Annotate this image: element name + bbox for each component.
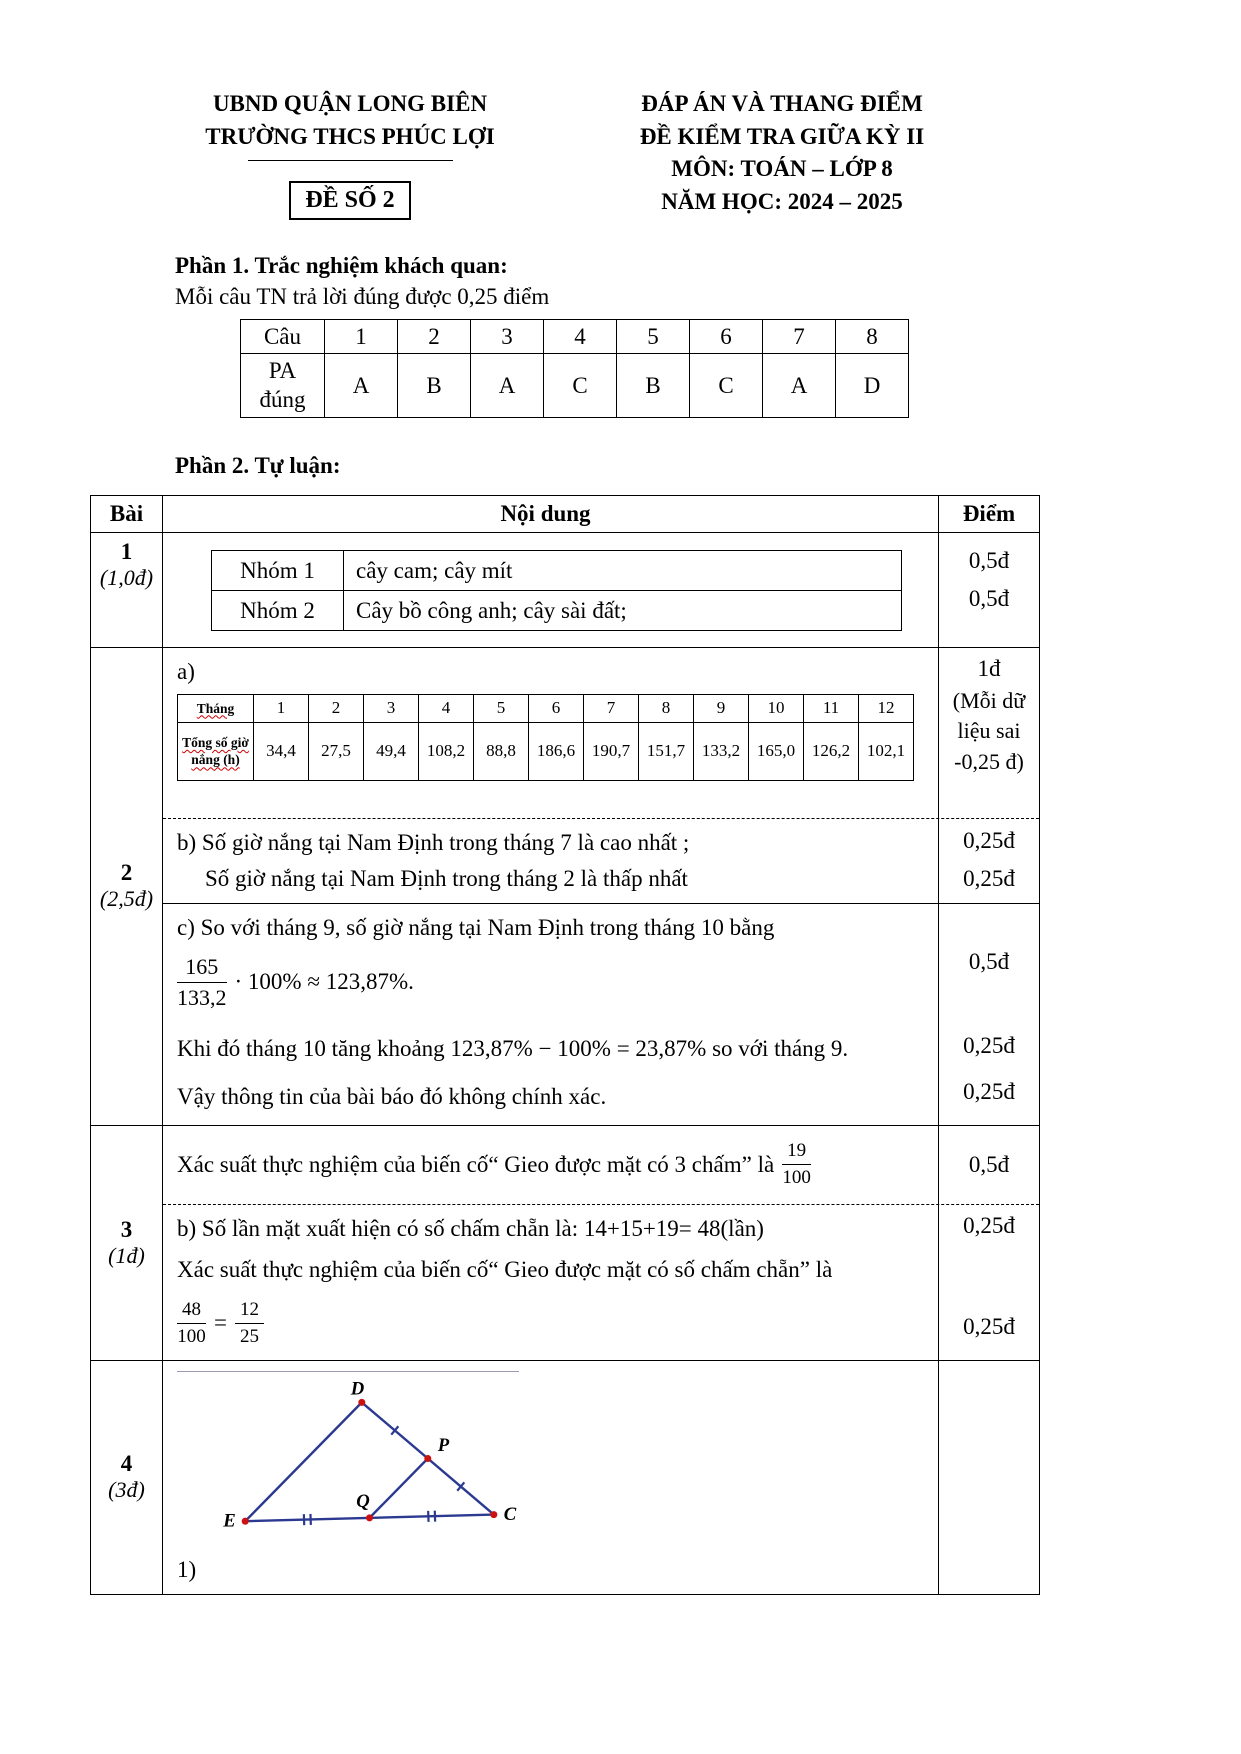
hours-9: 133,2 — [694, 722, 749, 780]
group1-label: Nhóm 1 — [212, 551, 344, 591]
row3a-diem-value: 0,5đ — [968, 1151, 1010, 1177]
rubric-table — [90, 495, 1040, 1594]
months-header-row — [178, 694, 914, 722]
header-right-block — [582, 88, 982, 220]
month-7: 7 — [584, 694, 639, 722]
months-row-label-text: Tháng — [196, 700, 235, 716]
rubric-row-3 — [91, 1125, 1039, 1361]
row3-bai-cell — [91, 1126, 163, 1361]
fraction-denominator: 133,2 — [177, 984, 227, 1010]
hours-12: 102,1 — [859, 722, 914, 780]
row2c-line2: Khi đó tháng 10 tăng khoảng 123,87% − 100% = 23,87% so với tháng 9. — [177, 1036, 849, 1062]
row3b2-diem — [939, 1252, 1039, 1294]
hours-7: 190,7 — [584, 722, 639, 780]
rubric-row-1 — [91, 532, 1039, 647]
hours-3: 49,4 — [364, 722, 419, 780]
exam-name: ĐỀ KIỂM TRA GIỮA KỲ II — [639, 123, 925, 149]
plant-groups-table — [211, 550, 902, 631]
mc-answer-2: B — [398, 354, 471, 418]
row2c1-noidung — [163, 904, 939, 1022]
row1-content — [163, 533, 1039, 647]
month-6: 6 — [529, 694, 584, 722]
month-9: 9 — [694, 694, 749, 722]
row2c2-diem — [939, 1021, 1039, 1073]
exam-code-wrap — [150, 161, 550, 220]
label-D: D — [350, 1379, 365, 1401]
row2b-subrow — [163, 818, 1039, 902]
hours-value-row — [178, 722, 914, 780]
document-header — [0, 88, 1241, 220]
org-line1: UBND QUẬN LONG BIÊN — [212, 91, 488, 116]
part2-heading: Phần 2. Tự luận: — [175, 453, 341, 479]
row1-bai-number: 1 — [120, 539, 133, 565]
mc-question-4: 4 — [544, 320, 617, 354]
mc-answer-3: A — [471, 354, 544, 418]
mc-answer-5: B — [617, 354, 690, 418]
segment-ED — [245, 1403, 362, 1522]
mc-question-3: 3 — [471, 320, 544, 354]
part1-note: Mỗi câu TN trả lời đúng được 0,25 điểm — [175, 284, 550, 310]
row1-diem-2: 0,5đ — [968, 586, 1010, 612]
row2-content — [163, 648, 1039, 1124]
geometry-figure — [221, 1376, 928, 1552]
row2a-diem — [939, 648, 1039, 818]
fraction-numerator: 19 — [782, 1139, 811, 1165]
point-C — [490, 1511, 497, 1518]
label-P: P — [437, 1435, 450, 1457]
month-4: 4 — [419, 694, 474, 722]
row3a-subrow — [163, 1126, 1039, 1204]
point-Q — [366, 1515, 373, 1522]
fraction-denominator: 25 — [239, 1325, 259, 1347]
row2c3-subrow — [163, 1073, 1039, 1125]
hours-8: 151,7 — [639, 722, 694, 780]
rubric-col-bai: Bài — [91, 496, 163, 532]
row2-bai-cell — [91, 648, 163, 1124]
row2c-diem-1: 0,5đ — [968, 949, 1010, 975]
row2a-diem-main: 1đ — [977, 656, 1001, 682]
label-C: C — [503, 1504, 517, 1526]
row2b-diem — [939, 819, 1039, 902]
row2a-diem-note: (Mỗi dữ liệu sai -0,25 đ) — [952, 687, 1026, 775]
fraction-denominator: 100 — [782, 1167, 811, 1189]
mc-answer-7: A — [763, 354, 836, 418]
point-D — [358, 1399, 365, 1406]
row2c1-subrow — [163, 903, 1039, 1022]
label-Q: Q — [356, 1491, 370, 1513]
row3-content — [163, 1126, 1039, 1361]
mc-answer-row — [241, 354, 909, 418]
row3b1-subrow — [163, 1204, 1039, 1253]
row4-content — [163, 1361, 1039, 1593]
mc-answer-6: C — [690, 354, 763, 418]
sunshine-hours-table — [177, 694, 914, 781]
group-row-2 — [212, 591, 902, 631]
row3b2-noidung — [163, 1252, 939, 1294]
group2-text: Cây bồ công anh; cây sài đất; — [344, 591, 902, 631]
rubric-header-row — [91, 496, 1039, 532]
month-1: 1 — [254, 694, 309, 722]
row4-subrow — [163, 1361, 1039, 1593]
row1-bai-cell — [91, 533, 163, 647]
row1-diem — [939, 533, 1039, 647]
answer-key-title: ĐÁP ÁN VÀ THANG ĐIỂM — [641, 91, 923, 116]
group-row-1 — [212, 551, 902, 591]
row3b-diem-1: 0,25đ — [963, 1212, 1015, 1238]
formula-result: · 100% ≈ 123,87%. — [234, 969, 414, 995]
hours-10: 165,0 — [749, 722, 804, 780]
row1-bai-points: (1,0đ) — [99, 565, 154, 591]
hours-5: 88,8 — [474, 722, 529, 780]
month-12: 12 — [859, 694, 914, 722]
row2-bai-number: 2 — [120, 860, 133, 886]
mc-question-7: 7 — [763, 320, 836, 354]
row3b2-subrow — [163, 1252, 1039, 1294]
month-8: 8 — [639, 694, 694, 722]
row1-noidung — [163, 533, 939, 647]
row3-bai-points: (1đ) — [108, 1242, 145, 1268]
org-line2: TRƯỜNG THCS PHÚC LỢI — [205, 123, 495, 149]
rubric-col-noidung: Nội dung — [163, 496, 939, 532]
fraction-12-25 — [235, 1298, 264, 1349]
segment-QP — [370, 1459, 428, 1518]
row3a-text: Xác suất thực nghiệm của biến cố“ Gieo được mặt có 3 chấm” là — [177, 1151, 775, 1177]
figure-frame-line — [177, 1371, 519, 1372]
fraction-denominator: 100 — [177, 1325, 206, 1347]
row2b-noidung — [163, 819, 939, 902]
mc-question-8: 8 — [836, 320, 909, 354]
row3b3-subrow — [163, 1294, 1039, 1361]
row1-subrow — [163, 533, 1039, 647]
fraction-48-100 — [177, 1298, 206, 1349]
mc-question-row — [241, 320, 909, 354]
month-2: 2 — [309, 694, 364, 722]
rubric-row-2 — [91, 647, 1039, 1124]
month-5: 5 — [474, 694, 529, 722]
group1-text: cây cam; cây mít — [344, 551, 902, 591]
mc-answer-1: A — [325, 354, 398, 418]
row2c-line3: Vậy thông tin của bài báo đó không chính xác. — [177, 1083, 607, 1109]
row2a-label: a) — [177, 659, 195, 685]
hours-2: 27,5 — [309, 722, 364, 780]
row4-diem — [939, 1361, 1039, 1593]
row3b-line1: b) Số lần mặt xuất hiện có số chấm chẵn là: 14+15+19= 48(lần) — [177, 1215, 764, 1241]
row3b-diem-2: 0,25đ — [963, 1314, 1015, 1340]
row2b-diem-2: 0,25đ — [963, 866, 1015, 892]
fraction-165-133 — [177, 953, 227, 1011]
row2b-line1: b) Số giờ nắng tại Nam Định trong tháng 7 là cao nhất ; — [177, 830, 690, 856]
row3a-diem — [939, 1126, 1039, 1204]
row2b-line2: Số giờ nắng tại Nam Định trong tháng 2 là thấp nhất — [205, 865, 688, 891]
rubric-col-diem: Điểm — [962, 501, 1016, 527]
row2c1-diem — [939, 904, 1039, 1022]
point-P — [424, 1455, 431, 1462]
row3-bai-number: 3 — [120, 1216, 133, 1242]
header-left-block — [150, 88, 550, 220]
row3a-noidung — [163, 1126, 939, 1204]
rubric-row-4 — [91, 1360, 1039, 1593]
point-E — [242, 1518, 249, 1525]
row2c-diem-3: 0,25đ — [963, 1078, 1015, 1104]
fraction-numerator: 12 — [235, 1298, 264, 1324]
subject-line: MÔN: TOÁN – LỚP 8 — [671, 156, 893, 182]
hours-row-label-text: Tổng số giờ nắng (h) — [182, 734, 249, 768]
mc-question-2: 2 — [398, 320, 471, 354]
month-11: 11 — [804, 694, 859, 722]
mc-answer-8: D — [836, 354, 909, 418]
row2c-formula — [177, 953, 928, 1011]
mc-question-6: 6 — [690, 320, 763, 354]
month-3: 3 — [364, 694, 419, 722]
label-E: E — [223, 1511, 236, 1533]
multiple-choice-answer-table — [240, 319, 909, 418]
row3b3-diem — [939, 1294, 1039, 1361]
fraction-numerator: 48 — [177, 1298, 206, 1324]
part1-heading: Phần 1. Trắc nghiệm khách quan: — [175, 253, 508, 279]
equals-sign: = — [214, 1310, 227, 1336]
hours-row-label — [178, 722, 254, 780]
row3b1-noidung — [163, 1205, 939, 1253]
hours-1: 34,4 — [254, 722, 309, 780]
month-10: 10 — [749, 694, 804, 722]
mc-row1-label: Câu — [241, 320, 325, 354]
school-year-line: NĂM HỌC: 2024 – 2025 — [661, 188, 903, 214]
hours-11: 126,2 — [804, 722, 859, 780]
row2b-diem-1: 0,25đ — [963, 828, 1015, 854]
fraction-19-100 — [782, 1139, 811, 1190]
row2c2-noidung — [163, 1021, 939, 1073]
row2c2-subrow — [163, 1021, 1039, 1073]
fraction-numerator: 165 — [177, 953, 227, 983]
mc-answer-4: C — [544, 354, 617, 418]
triangle-figure-svg — [221, 1376, 551, 1541]
row2a-subrow — [163, 648, 1039, 818]
row4-item-label: 1) — [177, 1556, 197, 1582]
row3b1-diem — [939, 1205, 1039, 1253]
row4-bai-number: 4 — [120, 1451, 133, 1477]
hours-6: 186,6 — [529, 722, 584, 780]
row3b-line2: Xác suất thực nghiệm của biến cố“ Gieo được mặt có số chấm chẵn” là — [177, 1257, 833, 1283]
group2-label: Nhóm 2 — [212, 591, 344, 631]
row2c3-diem — [939, 1073, 1039, 1125]
mc-question-1: 1 — [325, 320, 398, 354]
row3b3-noidung — [163, 1294, 939, 1361]
mc-question-5: 5 — [617, 320, 690, 354]
row2c-line1: c) So với tháng 9, số giờ nắng tại Nam Định trong tháng 10 bằng — [177, 914, 775, 940]
row2-bai-points: (2,5đ) — [99, 886, 154, 912]
row4-bai-points: (3đ) — [108, 1477, 145, 1503]
mc-row2-label: PA đúng — [241, 354, 325, 418]
row2c-diem-2: 0,25đ — [963, 1033, 1015, 1059]
row4-bai-cell — [91, 1361, 163, 1593]
row2a-noidung — [163, 648, 939, 818]
row3b-formula — [177, 1298, 928, 1349]
row2c3-noidung — [163, 1073, 939, 1125]
hours-4: 108,2 — [419, 722, 474, 780]
row4-noidung — [163, 1361, 939, 1593]
row1-diem-1: 0,5đ — [968, 548, 1010, 574]
exam-code-box: ĐỀ SỐ 2 — [289, 181, 410, 220]
months-row-label — [178, 694, 254, 722]
